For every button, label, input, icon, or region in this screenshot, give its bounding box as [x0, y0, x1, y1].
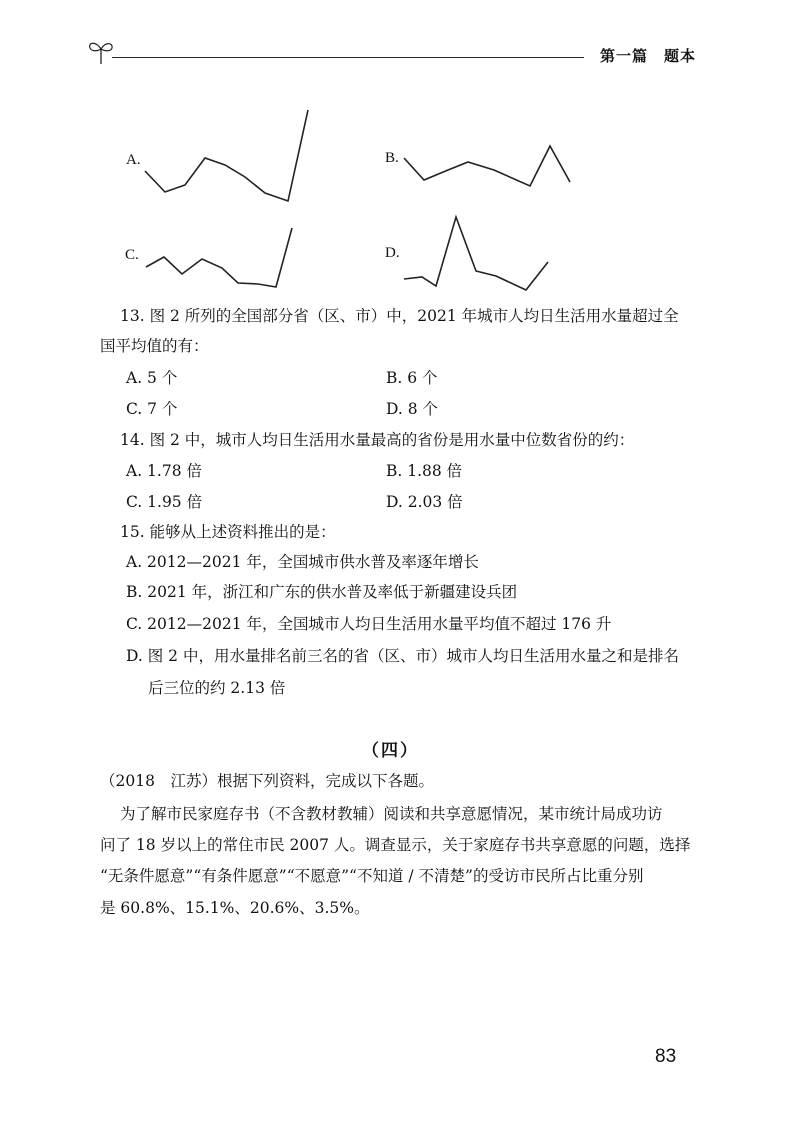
sketch-a [140, 105, 320, 215]
section-header: 第一篇 题本 [600, 47, 697, 65]
question-14-option-d: D. 2.03 倍 [386, 493, 463, 511]
section-title: （四） [362, 741, 419, 761]
sprout-icon [86, 36, 116, 66]
question-14-option-c: C. 1.95 倍 [126, 493, 203, 511]
question-15-option-d-cont: 后三位的约 2.13 倍 [148, 679, 286, 697]
question-13-option-c: C. 7 个 [126, 400, 178, 418]
sketch-d [400, 210, 560, 305]
question-15-option-d: D. 图 2 中，用水量排名前三名的省（区、市）城市人均日生活用水量之和是排名 [126, 647, 679, 665]
sketch-label-d: D. [385, 245, 400, 261]
page-number: 83 [655, 1046, 677, 1067]
question-15-option-b: B. 2021 年，浙江和广东的供水普及率低于新疆建设兵团 [126, 583, 518, 601]
paragraph-line: “无条件愿意”“有条件愿意”“不愿意”“不知道 / 不清楚”的受访市民所占比重分别 [100, 867, 644, 885]
question-14-option-a: A. 1.78 倍 [126, 462, 202, 480]
question-15-option-a: A. 2012—2021 年，全国城市供水普及率逐年增长 [126, 553, 479, 571]
paragraph-line: 是 60.8%、15.1%、20.6%、3.5%。 [100, 899, 370, 917]
sketch-label-b: B. [385, 150, 399, 166]
question-14-option-b: B. 1.88 倍 [386, 462, 463, 480]
paragraph-line: 问了 18 岁以上的常住市民 2007 人。调查显示，关于家庭存书共享意愿的问题，选择 [100, 836, 691, 854]
header-rule [112, 57, 584, 58]
question-13-option-d: D. 8 个 [386, 400, 439, 418]
sketch-c [140, 225, 300, 295]
question-13-option-a: A. 5 个 [126, 369, 178, 387]
section-intro: （2018 江苏）根据下列资料，完成以下各题。 [100, 772, 434, 790]
sketch-b [400, 140, 580, 190]
question-13-option-b: B. 6 个 [386, 369, 438, 387]
paragraph-line: 为了解市民家庭存书（不含教材教辅）阅读和共享意愿情况，某市统计局成功访 [120, 805, 663, 823]
question-13-stem: 13. 图 2 所列的全国部分省（区、市）中，2021 年城市人均日生活用水量超过全 [120, 307, 679, 325]
question-14-stem: 14. 图 2 中，城市人均日生活用水量最高的省份是用水量中位数省份的约： [120, 431, 635, 449]
sketch-label-a: A. [126, 152, 141, 168]
sketch-label-c: C. [125, 247, 139, 263]
question-15-stem: 15. 能够从上述资料推出的是： [120, 523, 336, 541]
question-13-stem-cont: 国平均值的有： [100, 337, 209, 355]
question-15-option-c: C. 2012—2021 年，全国城市人均日生活用水量平均值不超过 176 升 [126, 615, 612, 633]
